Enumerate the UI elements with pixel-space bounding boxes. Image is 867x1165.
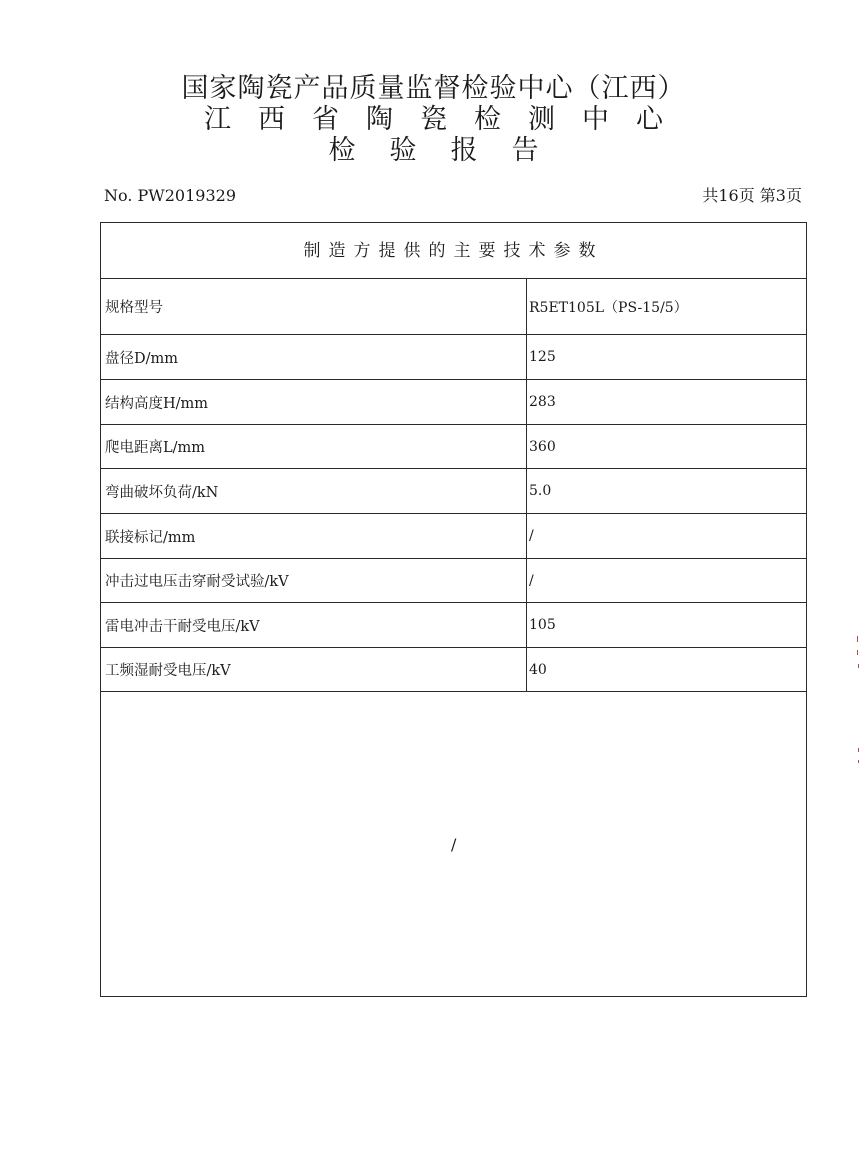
row-label: 盘径D/mm: [105, 350, 179, 367]
scan-mark: [858, 760, 859, 763]
row-label: 冲击过电压击穿耐受试验/kV: [105, 574, 289, 590]
table-row: [101, 469, 806, 514]
row-value: 125: [526, 335, 806, 379]
blank-remarks-area: [101, 692, 806, 996]
table-row: [101, 648, 806, 692]
scan-mark: [857, 650, 858, 655]
row-value: 105: [526, 603, 806, 647]
row-label: 工频湿耐受电压/kV: [105, 663, 231, 679]
row-value: 5.0: [526, 469, 806, 513]
row-label: 弯曲破坏负荷/kN: [105, 484, 219, 501]
report-title-center-name: 国家陶瓷产品质量监督检验中心（江西）: [181, 73, 686, 104]
table-row: [101, 380, 806, 425]
blank-slash-mark: /: [451, 835, 457, 854]
report-title-document-type: 检验报告: [328, 135, 573, 166]
row-value: R5ET105L（PS-15/5）: [526, 279, 806, 334]
table-row: [101, 335, 806, 380]
table-row: [101, 425, 806, 469]
row-label: 规格型号: [105, 300, 163, 316]
scan-mark: [858, 748, 859, 752]
table-row: [101, 603, 806, 648]
table-caption: 制造方提供的主要技术参数: [101, 223, 806, 279]
table-row: [101, 279, 806, 335]
scan-mark: [857, 636, 858, 642]
row-value: /: [526, 559, 806, 602]
row-value: /: [526, 514, 806, 558]
row-label: 雷电冲击干耐受电压/kV: [105, 618, 260, 635]
row-value: 283: [526, 380, 806, 424]
scan-mark: [858, 664, 859, 668]
table-row: [101, 559, 806, 603]
table-row: [101, 514, 806, 559]
report-number: No. PW2019329: [104, 186, 236, 205]
row-label: 结构高度H/mm: [105, 395, 209, 412]
row-label: 联接标记/mm: [105, 529, 196, 546]
page-indicator: 共16页 第3页: [702, 186, 802, 205]
technical-parameters-table: [100, 222, 807, 997]
row-value: 40: [526, 648, 806, 691]
row-value: 360: [526, 425, 806, 468]
row-label: 爬电距离L/mm: [105, 440, 206, 456]
report-title-lab-name: 江西省陶瓷检测中心: [204, 104, 690, 135]
